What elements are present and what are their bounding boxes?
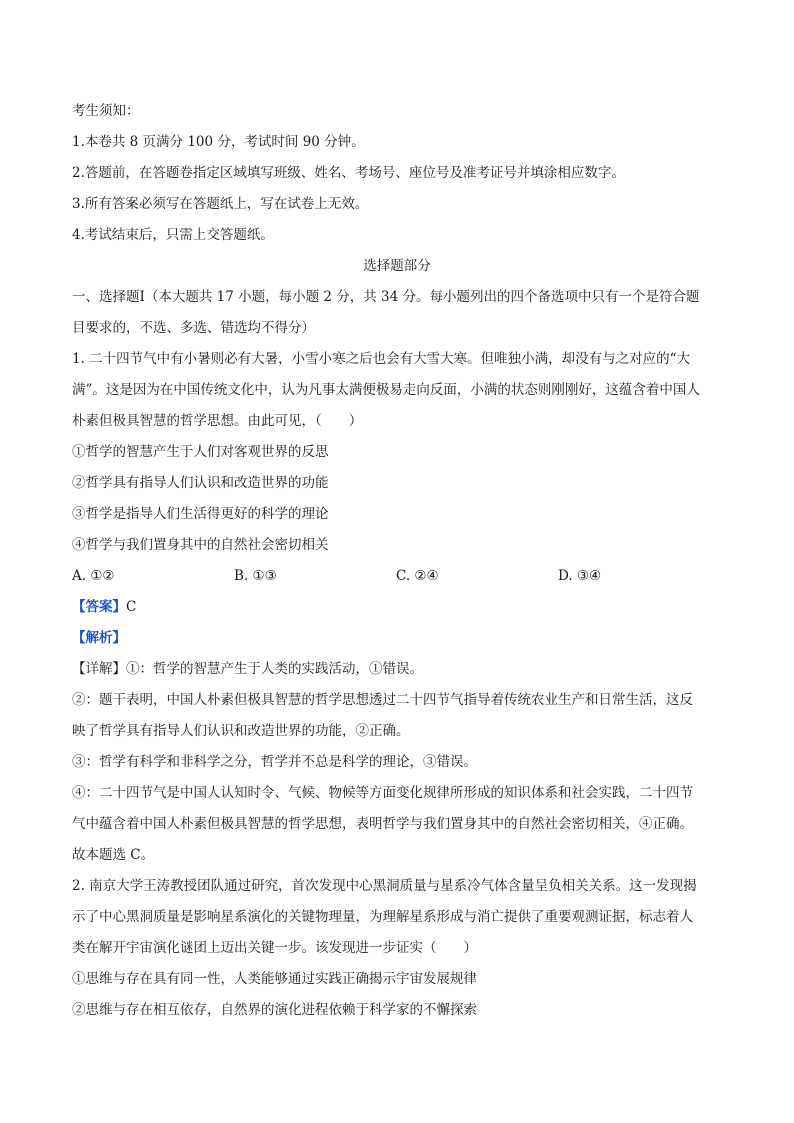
q1-options bbox=[72, 561, 722, 592]
q1-statement-3: ③哲学是指导人们生活得更好的科学的理论 bbox=[72, 506, 329, 522]
analysis-tag: 【解析】 bbox=[72, 630, 126, 646]
q1-detail-line-5: ④：二十四节气是中国人认知时令、气候、物候等方面变化规律所形成的知识体系和社会实践，二十四节 bbox=[72, 785, 693, 801]
notice-title: 考生须知： bbox=[72, 103, 140, 119]
notice-item-3: 3.所有答案必须写在答题纸上，写在试卷上无效。 bbox=[72, 196, 369, 212]
q2-stem-line-3: 类在解开宇宙演化谜团上迈出关键一步。该发现进一步证实（ ） bbox=[72, 940, 477, 956]
notice-item-2: 2.答题前，在答题卷指定区域填写班级、姓名、考场号、座位号及准考证号并填涂相应数字。 bbox=[72, 165, 625, 181]
exam-page bbox=[72, 96, 722, 1026]
notice-item-4: 4.考试结束后，只需上交答题纸。 bbox=[72, 227, 274, 243]
q1-analysis-line bbox=[72, 623, 722, 654]
q1-option-b: B. ①③ bbox=[234, 568, 277, 584]
q1-detail-line-7: 故本题选 C。 bbox=[72, 847, 155, 863]
q2-stem-line-1: 2. 南京大学王涛教授团队通过研究，首次发现中心黑洞质量与星系冷气体含量呈负相关关系。这一发现揭 bbox=[72, 878, 697, 894]
q1-detail-line-3: 映了哲学具有指导人们认识和改造世界的功能，②正确。 bbox=[72, 723, 410, 739]
q2-stem-line-2: 示了中心黑洞质量是影响星系演化的关键物理量，为理解星系形成与消亡提供了重要观测证据，标志着人 bbox=[72, 909, 693, 925]
q1-statement-1: ①哲学的智慧产生于人们对客观世界的反思 bbox=[72, 444, 329, 460]
q1-detail-line-4: ③：哲学有科学和非科学之分，哲学并不总是科学的理论，③错误。 bbox=[72, 754, 477, 770]
q1-stem-line-3: 朴素但极具智慧的哲学思想。由此可见，（ ） bbox=[72, 413, 363, 429]
answer-tag: 【答案】 bbox=[72, 599, 126, 615]
section-intro-line-1: 一、选择题Ⅰ（本大题共 17 小题，每小题 2 分，共 34 分。每小题列出的四个备选项中只有一个是符合题 bbox=[72, 289, 700, 305]
q1-stem-line-2: 满”。这是因为在中国传统文化中，认为凡事太满便极易走向反面，小满的状态则刚刚好，这蕴含着中国人 bbox=[72, 382, 700, 398]
detail-tag: 【详解】 bbox=[72, 661, 126, 677]
q1-statement-2: ②哲学具有指导人们认识和改造世界的功能 bbox=[72, 475, 329, 491]
section-intro-line-2: 目要求的，不选、多选、错选均不得分） bbox=[72, 320, 315, 336]
q1-detail-line-6: 气中蕴含着中国人朴素但极具智慧的哲学思想，表明哲学与我们置身其中的自然社会密切相关，④正确。 bbox=[72, 816, 693, 832]
q1-option-a: A. ①② bbox=[72, 568, 115, 584]
q2-statement-2: ②思维与存在相互依存，自然界的演化进程依赖于科学家的不懈探索 bbox=[72, 1002, 477, 1018]
q1-option-c: C. ②④ bbox=[396, 568, 439, 584]
detail-text-1: ①：哲学的智慧产生于人类的实践活动，①错误。 bbox=[126, 661, 423, 677]
q1-detail-line-2: ②：题干表明，中国人朴素但极具智慧的哲学思想透过二十四节气指导着传统农业生产和日常生活，这反 bbox=[72, 692, 693, 708]
q1-option-d: D. ③④ bbox=[558, 568, 602, 584]
q2-statement-1: ①思维与存在具有同一性，人类能够通过实践正确揭示宇宙发展规律 bbox=[72, 971, 477, 987]
q1-answer-line bbox=[72, 592, 722, 623]
q1-statement-4: ④哲学与我们置身其中的自然社会密切相关 bbox=[72, 537, 329, 553]
notice-item-1: 1.本卷共 8 页满分 100 分，考试时间 90 分钟。 bbox=[72, 134, 365, 150]
q1-detail-line-1 bbox=[72, 654, 722, 685]
answer-value: C bbox=[126, 599, 137, 615]
section-title: 选择题部分 bbox=[363, 258, 431, 274]
q1-stem-line-1: 1. 二十四节气中有小暑则必有大暑，小雪小寒之后也会有大雪大寒。但唯独小满，却没有与之对应的“大 bbox=[72, 351, 691, 367]
